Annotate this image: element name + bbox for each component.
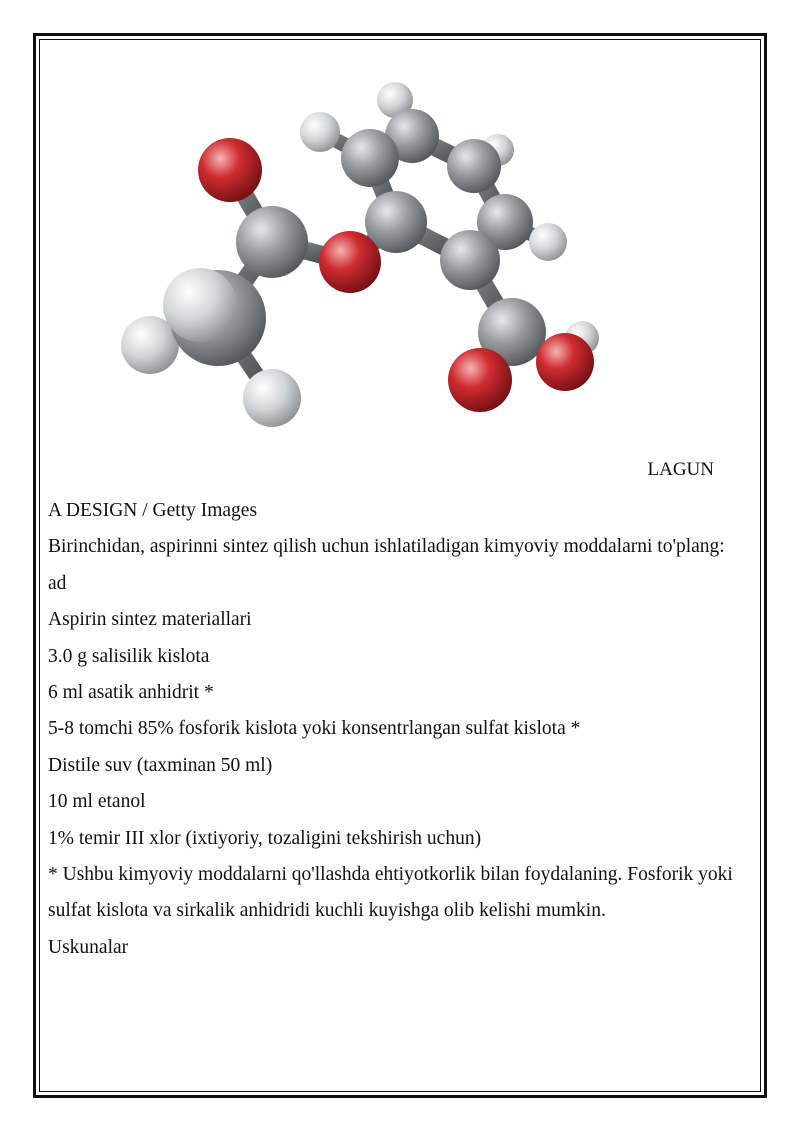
material-item: 10 ml etanol	[48, 791, 146, 813]
material-item: 5-8 tomchi 85% fosforik kislota yoki konsentrlangan sulfat kislota *	[48, 718, 581, 740]
carbon-atom	[440, 230, 500, 290]
materials-heading: Aspirin sintez materiallari	[48, 609, 252, 631]
hydrogen-atom	[529, 223, 567, 261]
material-item: 1% temir III xlor (ixtiyoriy, tozaligini tekshirish uchun)	[48, 827, 482, 849]
safety-note: * Ushbu kimyoviy moddalarni qo'llashda ehtiyotkorlik bilan foydalaning. Fosforik yoki sulfat kislota va sirkalik anhidridi kuchli kuyishga olib kelishi mumkin.	[48, 864, 733, 922]
carbon-atom	[236, 206, 308, 278]
equipment-heading: Uskunalar	[48, 936, 129, 958]
carbon-atom	[447, 139, 501, 193]
carbon-atom	[341, 129, 399, 187]
image-credit-line1: LAGUN	[647, 459, 714, 480]
material-item: 3.0 g salisilik kislota	[48, 645, 210, 667]
material-item: Distile suv (taxminan 50 ml)	[48, 754, 273, 776]
oxygen-atom	[319, 231, 381, 293]
intro-paragraph: Birinchidan, aspirinni sintez qilish uchun ishlatiladigan kimyoviy moddalarni to'plang:	[48, 536, 725, 558]
ad-marker: ad	[48, 572, 67, 594]
hydrogen-atom	[163, 268, 237, 342]
image-credit-line2: A DESIGN / Getty Images	[48, 500, 258, 521]
aspirin-molecule-image	[110, 70, 610, 440]
material-item: 6 ml asatik anhidrit *	[48, 682, 214, 704]
hydrogen-atom	[300, 112, 340, 152]
oxygen-atom	[198, 138, 262, 202]
hydrogen-atom	[243, 369, 301, 427]
oxygen-atom	[536, 333, 594, 391]
article-body	[48, 493, 738, 966]
oxygen-atom	[448, 348, 512, 412]
